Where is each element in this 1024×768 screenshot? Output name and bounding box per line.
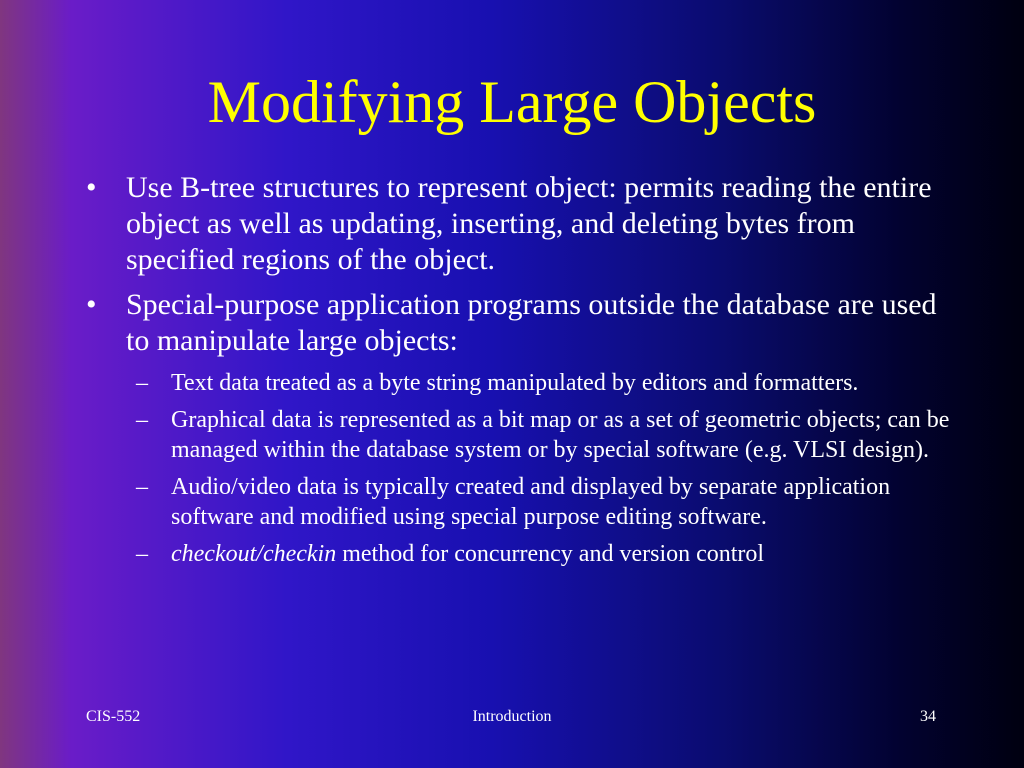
footer-course-code: CIS-552 <box>86 708 141 725</box>
bullet-text: Use B-tree structures to represent object: permits reading the entire object as well as updating, inserting, and deleting bytes from specified regions of the object. <box>126 171 932 276</box>
sub-bullet-italic-text: checkout/checkin <box>171 541 337 567</box>
footer-section-title: Introduction <box>472 708 552 725</box>
bullet-item <box>86 287 956 359</box>
bullet-marker: • <box>86 171 97 204</box>
sub-bullet-text: Audio/video data is typically created and displayed by separate application software and modified using special purpose editing software. <box>171 474 891 530</box>
bullet-list <box>86 170 956 576</box>
sub-bullet-text: Graphical data is represented as a bit map or as a set of geometric objects; can be managed within the database system or by special software (e.g. VLSI design). <box>171 407 950 463</box>
footer-page-number: 34 <box>920 708 936 725</box>
sub-bullet-item <box>86 539 956 569</box>
sub-bullet-marker: – <box>136 407 148 433</box>
sub-bullet-text: Text data treated as a byte string manipulated by editors and formatters. <box>171 370 859 396</box>
sub-bullet-marker: – <box>136 474 148 500</box>
bullet-marker: • <box>86 288 97 321</box>
sub-bullet-item <box>86 368 956 398</box>
sub-bullet-text: method for concurrency and version control <box>336 541 765 567</box>
slide-title: Modifying Large Objects <box>207 69 817 135</box>
bullet-text: Special-purpose application programs outside the database are used to manipulate large objects: <box>126 288 937 357</box>
sub-bullet-item <box>86 405 956 465</box>
sub-bullet-list <box>86 368 956 569</box>
bullet-item <box>86 170 956 278</box>
sub-bullet-marker: – <box>136 541 148 567</box>
sub-bullet-marker: – <box>136 370 148 396</box>
sub-bullet-item <box>86 472 956 532</box>
